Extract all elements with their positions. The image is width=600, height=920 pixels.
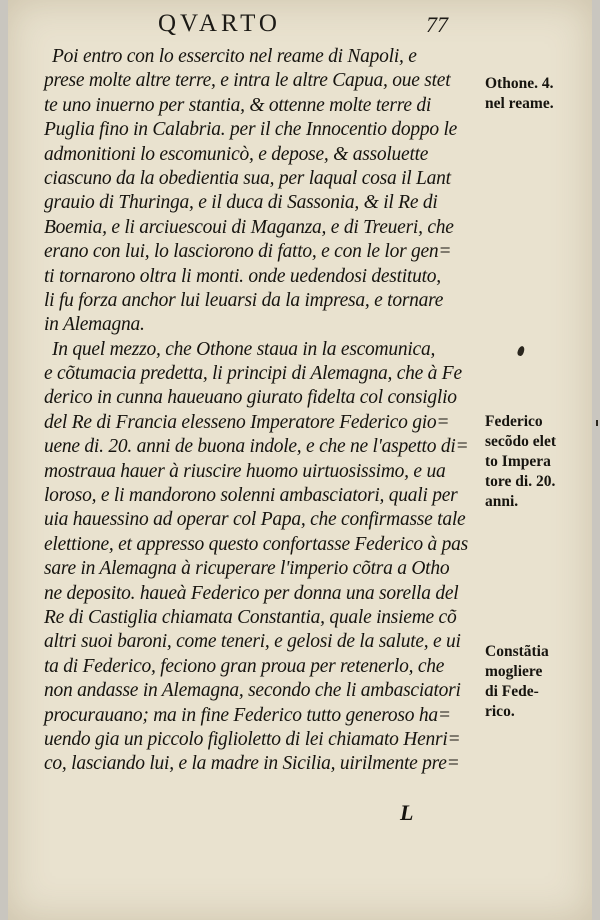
text-line: ti tornarono oltra li monti. onde uedendosi destituto, xyxy=(44,265,441,287)
margin-note-federico xyxy=(485,412,556,512)
book-page xyxy=(8,0,592,920)
margin-note-line: Othone. 4. xyxy=(485,75,554,92)
text-line: erano con lui, lo lasciorono di fatto, e con le lor gen= xyxy=(44,241,452,263)
margin-note-line: secõdo elet xyxy=(485,433,557,450)
text-line: In quel mezzo, che Othone staua in la escomunica, xyxy=(52,338,436,360)
text-line: e cõtumacia predetta, li principi di Alemagna, che à Fe xyxy=(44,363,462,385)
text-line: admonitioni lo escomunicò, e depose, & assoluette xyxy=(44,143,429,165)
page-header xyxy=(8,10,592,50)
text-line: li fu forza anchor lui leuarsi da la impresa, e tornare xyxy=(44,289,444,311)
text-line: derico in cunna haueuano giurato fidelta col consiglio xyxy=(44,387,457,409)
margin-note-line: tore di. 20. xyxy=(485,473,556,490)
margin-note-line: nel reame. xyxy=(485,95,554,112)
text-line: del Re di Francia elesseno Imperatore Federico gio= xyxy=(44,411,450,433)
text-line: sare in Alemagna à ricuperare l'imperio cõtra a Otho xyxy=(44,558,450,580)
text-line: Puglia fino in Calabria. per il che Innocentio doppo le xyxy=(44,119,458,141)
text-line: ne deposito. haueà Federico per donna una sorella del xyxy=(44,582,459,604)
text-line: uene di. 20. anni de buona indole, e che ne l'aspetto di= xyxy=(44,436,469,458)
text-line: non andasse in Alemagna, secondo che li ambasciatori xyxy=(44,680,461,702)
ink-mark-icon xyxy=(596,420,598,426)
margin-note-line: Constãtia xyxy=(485,643,549,660)
text-line: procurauano; ma in fine Federico tutto generoso ha= xyxy=(44,704,451,726)
main-text-block xyxy=(44,45,484,777)
text-line: altri suoi baroni, come teneri, e gelosi de la salute, e ui xyxy=(44,631,461,653)
text-line: te uno inuerno per stantia, & ottenne molte terre di xyxy=(44,94,432,116)
margin-note-line: anni. xyxy=(485,493,519,510)
margin-note-line: di Fede- xyxy=(485,683,539,700)
text-line: uia hauessino ad operar col Papa, che confirmasse tale xyxy=(44,509,466,531)
text-line: grauio di Thuringa, e il duca di Sassonia, & il Re di xyxy=(44,192,438,214)
folio-number: 77 xyxy=(426,12,448,37)
text-line: in Alemagna. xyxy=(44,314,145,336)
margin-note-line: Federico xyxy=(485,413,543,430)
text-line: co, lasciando lui, e la madre in Sicilia, uirilmente pre= xyxy=(44,753,460,775)
text-line: Re di Castiglia chiamata Constantia, quale insieme cõ xyxy=(44,606,457,628)
ink-mark-icon xyxy=(516,345,525,356)
text-line: ciascuno da la obedientia sua, per laqual cosa il Lant xyxy=(44,167,451,189)
margin-note-line: rico. xyxy=(485,703,515,720)
text-line: Boemia, e li arciuescoui di Maganza, e di Treueri, che xyxy=(44,216,454,238)
margin-note-line: to Impera xyxy=(485,453,551,470)
text-line: ta di Federico, feciono gran proua per retenerlo, che xyxy=(44,655,445,677)
margin-note-constantia xyxy=(485,642,549,722)
margin-note-line: mogliere xyxy=(485,663,543,680)
text-line: elettione, et appresso questo confortasse Federico à pas xyxy=(44,533,468,555)
text-line: uendo gia un piccolo figlioletto di lei chiamato Henri= xyxy=(44,728,461,750)
text-line: loroso, e li mandorono solenni ambasciatori, quali per xyxy=(44,485,458,507)
text-line: prese molte altre terre, e intra le altre Capua, oue stet xyxy=(44,70,451,92)
margin-note-othone xyxy=(485,74,554,114)
running-title: QVARTO xyxy=(158,10,281,37)
catchword: L xyxy=(400,800,414,825)
text-line: Poi entro con lo essercito nel reame di Napoli, e xyxy=(52,46,417,67)
text-line: mostraua hauer à riuscire huomo uirtuosissimo, e ua xyxy=(44,460,446,482)
